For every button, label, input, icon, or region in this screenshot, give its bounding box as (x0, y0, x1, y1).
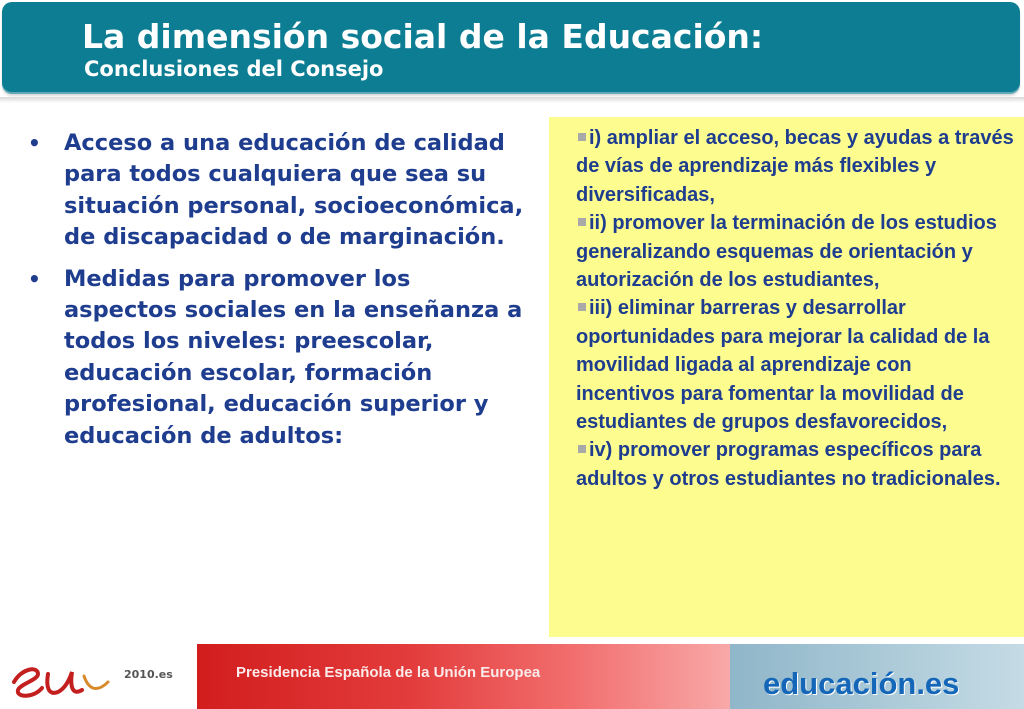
bullet-dot-icon: • (28, 131, 41, 155)
measure-item: iii) eliminar barreras y desarrollar oportunidades para mejorar la calidad de la movilidad ligada al aprendizaje con incentivos para fomentar la movilidad de estudiantes de grupos desfavorecidos, (576, 297, 990, 434)
square-bullet-icon (578, 133, 586, 141)
measure-item: iv) promover programas específicos para adultos y otros estudiantes no tradicionales. (576, 439, 1001, 490)
header-divider (0, 97, 1024, 103)
brand-panel (730, 644, 1024, 709)
slide-title: La dimensión social de la Educación: (82, 17, 764, 56)
slide-subtitle: Conclusiones del Consejo (84, 57, 384, 81)
bullet-text: Acceso a una educación de calidad para todos cualquiera que sea su situación personal, socioeconómica, de discapacidad o de marginación. (64, 130, 524, 251)
bullet-dot-icon: • (28, 266, 41, 291)
eu-logo-panel (0, 644, 197, 709)
measure-item: i) ampliar el acceso, becas y ayudas a través de vías de aprendizaje más flexibles y diversificadas, (576, 127, 1014, 206)
presidency-text: Presidencia Española de la Unión Europea (236, 664, 541, 681)
square-bullet-icon (578, 218, 586, 226)
square-bullet-icon (578, 303, 586, 311)
presidency-banner (197, 644, 730, 709)
eu-logo-icon (8, 652, 123, 704)
square-bullet-icon (578, 445, 586, 453)
brand-logo-text: educación.es (763, 666, 960, 701)
eu-year-label: 2010.es (124, 668, 173, 681)
bullet-text: Medidas para promover los aspectos sociales en la enseñanza a todos los niveles: preescolar, educación escolar, formación profesional, educación superior y educación de adultos: (64, 265, 523, 449)
bullet-item (28, 264, 528, 452)
measure-item: ii) promover la terminación de los estudios generalizando esquemas de orientación y autorización de los estudiantes, (576, 212, 997, 292)
title-banner (2, 2, 1020, 92)
bullet-item (28, 128, 528, 254)
slide-footer (0, 644, 1024, 709)
left-bullet-list (28, 128, 528, 462)
slide-header (0, 0, 1024, 96)
measures-list (576, 124, 1016, 493)
